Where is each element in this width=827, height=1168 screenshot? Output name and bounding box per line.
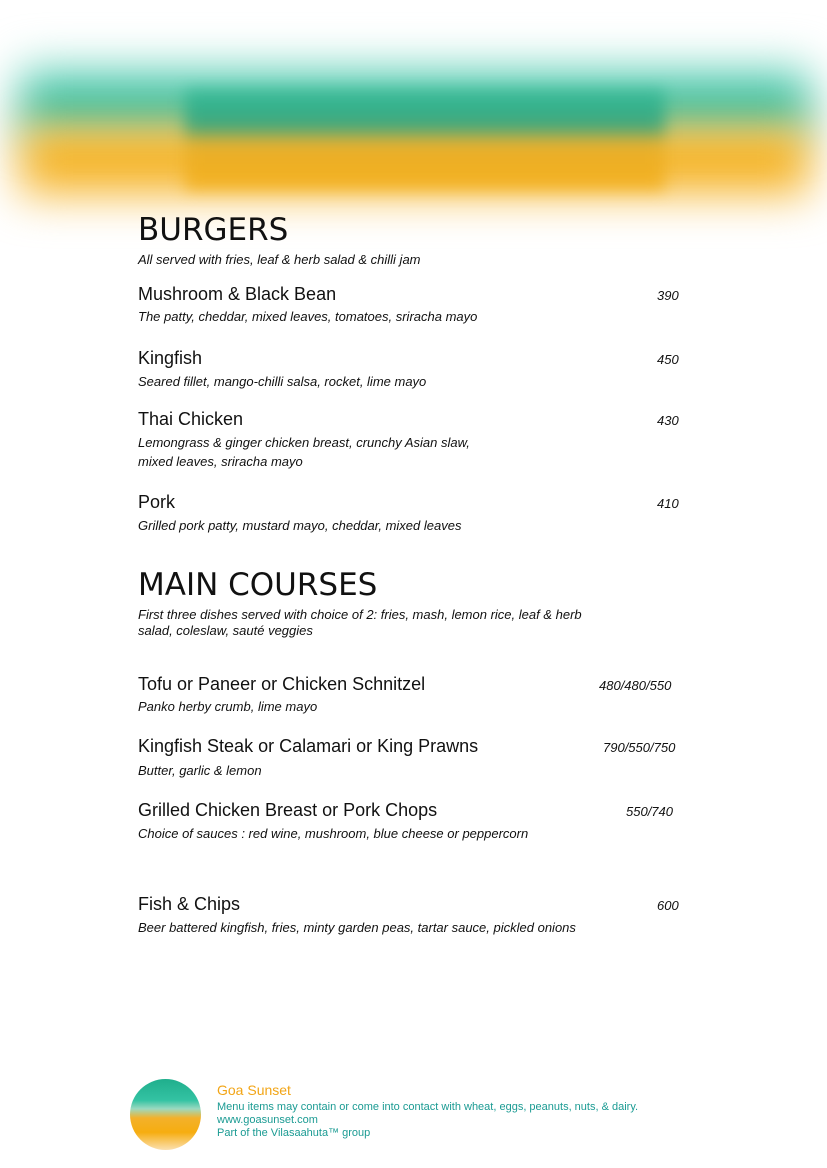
burgers-title: BURGERS [138,212,289,248]
menu-item-name: Pork [138,492,176,512]
menu-item-name: Grilled Chicken Breast or Pork Chops [138,800,438,820]
mains-subtitle: salad, coleslaw, sauté veggies [138,623,313,638]
menu-item-price: 410 [657,496,679,511]
menu-item-description: Lemongrass & ginger chicken breast, crunchy Asian slaw, [138,435,470,450]
menu-item-price: 480/480/550 [599,678,672,693]
menu-item-price: 450 [657,352,679,367]
goa-sunset-logo [130,1079,201,1150]
header-gradient-banner [0,0,827,250]
menu-item-description: Butter, garlic & lemon [138,763,262,778]
menu-item-price: 390 [657,288,679,303]
menu-item-name: Mushroom & Black Bean [138,284,337,304]
footer-allergen-note: Menu items may contain or come into contact with wheat, eggs, peanuts, nuts, & dairy. [217,1101,639,1113]
menu-item-description: Seared fillet, mango-chilli salsa, rocket, lime mayo [138,374,427,389]
footer-website-link[interactable]: www.goasunset.com [217,1114,318,1126]
menu-item-name: Thai Chicken [138,409,244,429]
menu-item-description: Beer battered kingfish, fries, minty garden peas, tartar sauce, pickled onions [138,920,576,935]
footer-brand: Goa Sunset [217,1082,291,1098]
menu-item-description: Grilled pork patty, mustard mayo, cheddar, mixed leaves [138,518,462,533]
menu-item-name: Fish & Chips [138,894,241,914]
menu-item-description: Choice of sauces : red wine, mushroom, blue cheese or peppercorn [138,826,529,841]
menu-item-description: mixed leaves, sriracha mayo [138,454,303,469]
menu-item-price: 790/550/750 [603,740,676,755]
menu-item-description: The patty, cheddar, mixed leaves, tomatoes, sriracha mayo [138,309,478,324]
mains-subtitle: First three dishes served with choice of 2: fries, mash, lemon rice, leaf & herb [138,607,582,622]
menu-item-name: Tofu or Paneer or Chicken Schnitzel [138,674,426,694]
menu-item-description: Panko herby crumb, lime mayo [138,699,318,714]
menu-item-name: Kingfish [138,348,203,368]
menu-item-price: 550/740 [626,804,673,819]
menu-item-name: Kingfish Steak or Calamari or King Prawns [138,736,479,756]
menu-item-price: 600 [657,898,679,913]
mains-title: MAIN COURSES [138,567,378,603]
burgers-subtitle: All served with fries, leaf & herb salad & chilli jam [138,252,421,267]
banner-core [185,90,665,190]
menu-item-price: 430 [657,413,679,428]
footer-group: Part of the Vilasaahuta™ group [217,1127,371,1139]
